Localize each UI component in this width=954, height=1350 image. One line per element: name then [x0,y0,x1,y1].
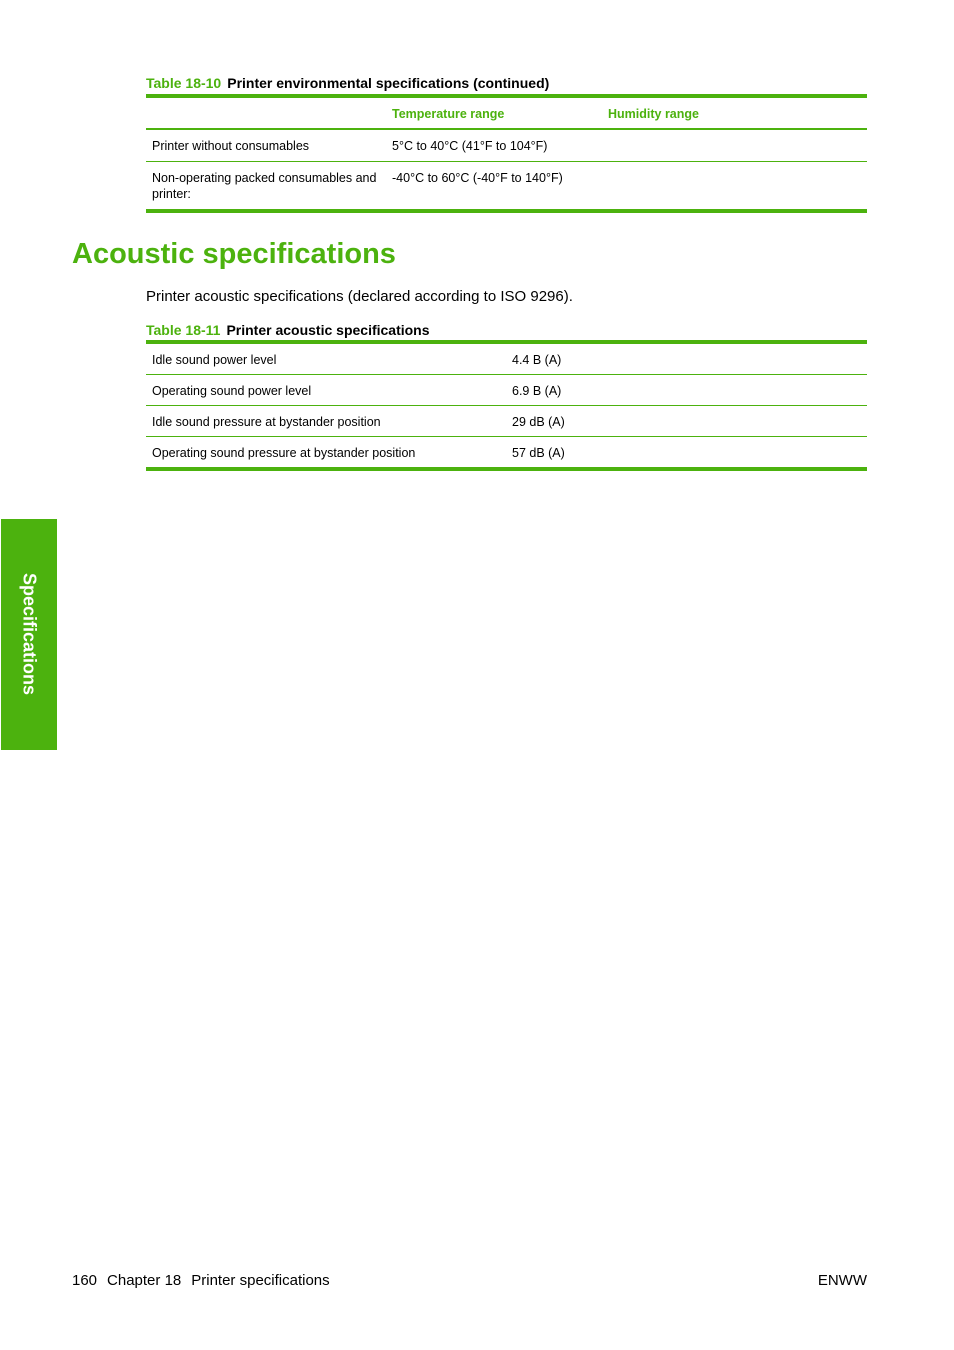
table-cell: 6.9 B (A) [506,375,867,406]
footer-chapter: Chapter 18 [107,1272,182,1289]
section-title: Acoustic specifications [72,238,396,270]
table-cell: 29 dB (A) [506,406,867,437]
table-cell: Printer without consumables [152,139,310,153]
table-cell: Operating sound pressure at bystander position [146,437,506,470]
table-header-row [146,96,867,129]
environmental-specifications-table [146,94,867,213]
table-cell: Idle sound pressure at bystander position [146,406,506,437]
table-row [146,437,867,470]
chapter-side-tab [1,519,57,750]
side-tab-label: Specifications [19,572,40,696]
table-cell [602,162,867,212]
header-cell-empty [146,96,386,129]
table-cell: Idle sound power level [146,342,506,375]
env-table-caption-number: Table 18-10 [146,75,222,91]
table-cell: 57 dB (A) [506,437,867,470]
header-cell-temperature: Temperature range [386,96,602,129]
table-cell: 5°C to 40°C (41°F to 104°F) [392,139,548,153]
table-row [146,375,867,406]
table-cell: Operating sound power level [146,375,506,406]
table-row [146,162,867,212]
header-cell-humidity: Humidity range [602,96,867,129]
table-row [146,406,867,437]
table-row [146,342,867,375]
page-number: 160 [72,1272,98,1289]
acoustic-specifications-table [146,340,867,471]
acoustic-table-caption-title: Printer acoustic specifications [226,322,430,338]
table-row [146,129,867,162]
table-cell: Non-operating packed consumables and printer: [146,162,386,212]
env-table-caption-title: Printer environmental specifications (continued) [227,75,550,91]
table-cell [602,129,867,162]
section-intro: Printer acoustic specifications (declared according to ISO 9296). [146,288,573,305]
env-table-caption [146,75,549,91]
acoustic-table-caption [146,322,430,338]
table-cell: -40°C to 60°C (-40°F to 140°F) [386,162,602,212]
table-cell: 4.4 B (A) [506,342,867,375]
acoustic-table-caption-number: Table 18-11 [146,322,221,338]
footer-left [72,1272,340,1289]
footer-chapter-title: Printer specifications [191,1272,330,1289]
footer-right: ENWW [817,1272,867,1289]
